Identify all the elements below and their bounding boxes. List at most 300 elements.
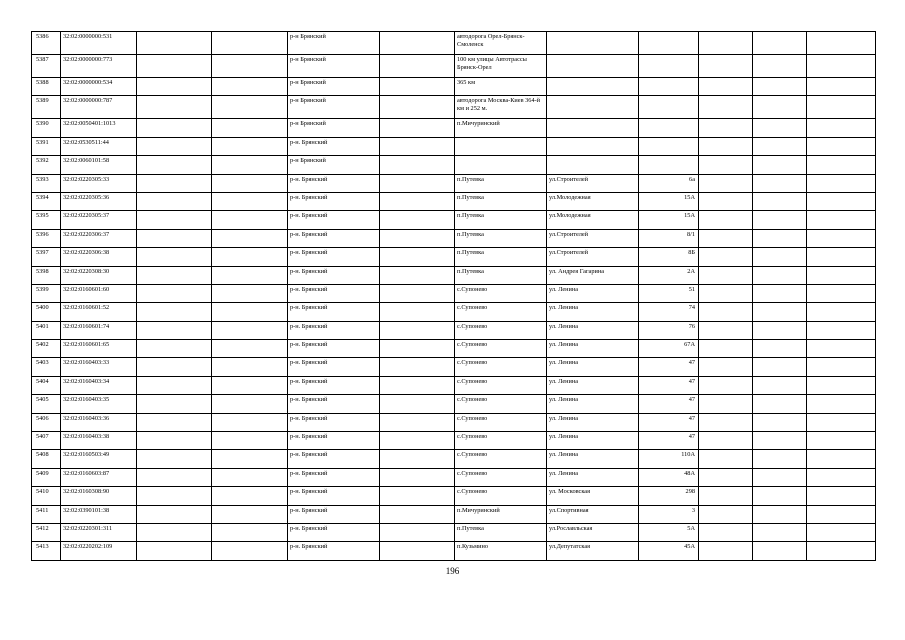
empty-cell	[699, 248, 753, 266]
street-cell: ул. Ленина	[547, 358, 639, 376]
empty-cell	[753, 450, 807, 468]
empty-cell	[380, 321, 455, 339]
house-number-cell	[639, 119, 699, 137]
house-number-cell: 47	[639, 376, 699, 394]
empty-cell	[753, 505, 807, 523]
district-cell: р-н. Брянский	[288, 542, 380, 560]
house-number-cell: 3	[639, 505, 699, 523]
empty-cell	[212, 119, 288, 137]
empty-cell	[380, 542, 455, 560]
empty-cell	[380, 413, 455, 431]
district-cell: р-н. Брянский	[288, 211, 380, 229]
empty-cell	[699, 542, 753, 560]
empty-cell	[699, 523, 753, 541]
street-cell: ул.Строителей	[547, 174, 639, 192]
empty-cell	[212, 96, 288, 119]
empty-cell	[137, 156, 212, 174]
record-number-cell: 5388	[32, 78, 61, 96]
empty-cell	[212, 450, 288, 468]
empty-cell	[807, 284, 876, 302]
record-number-cell: 5398	[32, 266, 61, 284]
street-cell	[547, 156, 639, 174]
table-row	[32, 137, 876, 155]
cadastral-number-cell: 32:02:0160503:49	[61, 450, 137, 468]
locality-cell: с.Супонево	[455, 468, 547, 486]
empty-cell	[753, 303, 807, 321]
empty-cell	[380, 432, 455, 450]
record-number-cell: 5408	[32, 450, 61, 468]
empty-cell	[753, 468, 807, 486]
record-number-cell: 5391	[32, 137, 61, 155]
empty-cell	[137, 395, 212, 413]
locality-cell: 365 км	[455, 78, 547, 96]
locality-cell: с.Супонево	[455, 376, 547, 394]
record-number-cell: 5399	[32, 284, 61, 302]
district-cell: р-н. Брянский	[288, 229, 380, 247]
record-number-cell: 5396	[32, 229, 61, 247]
empty-cell	[699, 174, 753, 192]
table-row	[32, 542, 876, 560]
table-row	[32, 266, 876, 284]
house-number-cell: 15А	[639, 192, 699, 210]
street-cell: ул. Ленина	[547, 376, 639, 394]
house-number-cell: 5А	[639, 523, 699, 541]
house-number-cell: 47	[639, 432, 699, 450]
empty-cell	[699, 358, 753, 376]
house-number-cell: 47	[639, 413, 699, 431]
empty-cell	[807, 358, 876, 376]
empty-cell	[753, 229, 807, 247]
empty-cell	[807, 303, 876, 321]
table-row	[32, 413, 876, 431]
empty-cell	[807, 119, 876, 137]
street-cell: ул. Ленина	[547, 321, 639, 339]
house-number-cell	[639, 32, 699, 55]
empty-cell	[380, 487, 455, 505]
house-number-cell: 8Б	[639, 248, 699, 266]
record-number-cell: 5394	[32, 192, 61, 210]
record-number-cell: 5413	[32, 542, 61, 560]
empty-cell	[137, 248, 212, 266]
district-cell: р-н. Брянский	[288, 450, 380, 468]
street-cell: ул.Спортивная	[547, 505, 639, 523]
empty-cell	[699, 229, 753, 247]
locality-cell: с.Супонево	[455, 303, 547, 321]
empty-cell	[807, 321, 876, 339]
street-cell: ул. Ленина	[547, 432, 639, 450]
house-number-cell	[639, 137, 699, 155]
empty-cell	[137, 55, 212, 78]
empty-cell	[807, 192, 876, 210]
page-number: 196	[445, 566, 460, 576]
locality-cell: п.Путевка	[455, 192, 547, 210]
empty-cell	[380, 340, 455, 358]
empty-cell	[137, 192, 212, 210]
district-cell: р-н. Брянский	[288, 468, 380, 486]
empty-cell	[212, 395, 288, 413]
empty-cell	[699, 78, 753, 96]
locality-cell: 100 км улицы Автотрассы Брянск-Орел	[455, 55, 547, 78]
empty-cell	[699, 376, 753, 394]
locality-cell: п.Путевка	[455, 523, 547, 541]
empty-cell	[807, 32, 876, 55]
cadastral-number-cell: 32:02:0160601:60	[61, 284, 137, 302]
empty-cell	[380, 266, 455, 284]
cadastral-number-cell: 32:02:0160403:35	[61, 395, 137, 413]
empty-cell	[380, 376, 455, 394]
empty-cell	[753, 487, 807, 505]
empty-cell	[137, 303, 212, 321]
table-row	[32, 523, 876, 541]
empty-cell	[137, 542, 212, 560]
empty-cell	[380, 505, 455, 523]
locality-cell: п.Мичуринский	[455, 505, 547, 523]
empty-cell	[380, 523, 455, 541]
empty-cell	[212, 376, 288, 394]
empty-cell	[807, 137, 876, 155]
street-cell: ул. Московская	[547, 487, 639, 505]
empty-cell	[807, 340, 876, 358]
empty-cell	[137, 119, 212, 137]
district-cell: р-н. Брянский	[288, 358, 380, 376]
cadastral-number-cell: 32:02:0000000:534	[61, 78, 137, 96]
house-number-cell: 110А	[639, 450, 699, 468]
empty-cell	[380, 303, 455, 321]
empty-cell	[212, 78, 288, 96]
district-cell: р-н. Брянский	[288, 284, 380, 302]
empty-cell	[699, 55, 753, 78]
district-cell: р-н. Брянский	[288, 321, 380, 339]
empty-cell	[807, 211, 876, 229]
district-cell: р-н. Брянский	[288, 266, 380, 284]
district-cell: р-н. Брянский	[288, 174, 380, 192]
empty-cell	[699, 119, 753, 137]
empty-cell	[807, 395, 876, 413]
empty-cell	[380, 248, 455, 266]
cadastral-number-cell: 32:02:0220202:109	[61, 542, 137, 560]
empty-cell	[807, 174, 876, 192]
empty-cell	[212, 542, 288, 560]
street-cell: ул.Строителей	[547, 229, 639, 247]
empty-cell	[212, 55, 288, 78]
house-number-cell: 47	[639, 395, 699, 413]
locality-cell: с.Супонево	[455, 358, 547, 376]
table-row	[32, 78, 876, 96]
locality-cell	[455, 156, 547, 174]
street-cell: ул.Депутатская	[547, 542, 639, 560]
street-cell: ул. Ленина	[547, 284, 639, 302]
street-cell: ул. Андрея Гагарина	[547, 266, 639, 284]
cadastral-number-cell: 32:02:0160308:90	[61, 487, 137, 505]
empty-cell	[212, 266, 288, 284]
empty-cell	[212, 505, 288, 523]
empty-cell	[753, 248, 807, 266]
empty-cell	[753, 413, 807, 431]
record-number-cell: 5386	[32, 32, 61, 55]
table-row	[32, 284, 876, 302]
house-number-cell: 45А	[639, 542, 699, 560]
cadastral-number-cell: 32:02:0220306:37	[61, 229, 137, 247]
empty-cell	[212, 174, 288, 192]
empty-cell	[699, 505, 753, 523]
table-row	[32, 229, 876, 247]
empty-cell	[137, 376, 212, 394]
empty-cell	[807, 523, 876, 541]
cadastral-number-cell: 32:02:0220305:37	[61, 211, 137, 229]
house-number-cell: 15А	[639, 211, 699, 229]
record-number-cell: 5401	[32, 321, 61, 339]
empty-cell	[380, 468, 455, 486]
district-cell: р-н Брянский	[288, 119, 380, 137]
cadastral-number-cell: 32:02:0220308:30	[61, 266, 137, 284]
record-number-cell: 5402	[32, 340, 61, 358]
empty-cell	[753, 321, 807, 339]
street-cell	[547, 55, 639, 78]
cadastral-number-cell: 32:02:0000000:787	[61, 96, 137, 119]
table-row	[32, 340, 876, 358]
empty-cell	[212, 211, 288, 229]
cadastral-number-cell: 32:02:0160403:34	[61, 376, 137, 394]
table-row	[32, 358, 876, 376]
table-row	[32, 376, 876, 394]
empty-cell	[212, 340, 288, 358]
empty-cell	[137, 266, 212, 284]
house-number-cell: 298	[639, 487, 699, 505]
locality-cell: с.Супонево	[455, 487, 547, 505]
empty-cell	[137, 229, 212, 247]
empty-cell	[753, 137, 807, 155]
empty-cell	[753, 211, 807, 229]
cadastral-number-cell: 32:02:0220301:311	[61, 523, 137, 541]
empty-cell	[137, 450, 212, 468]
empty-cell	[753, 542, 807, 560]
locality-cell: п.Путевка	[455, 229, 547, 247]
table-row	[32, 119, 876, 137]
street-cell: ул.Молодежная	[547, 211, 639, 229]
locality-cell: с.Супонево	[455, 395, 547, 413]
record-number-cell: 5405	[32, 395, 61, 413]
district-cell: р-н. Брянский	[288, 248, 380, 266]
street-cell: ул. Ленина	[547, 303, 639, 321]
empty-cell	[380, 156, 455, 174]
record-number-cell: 5390	[32, 119, 61, 137]
register-table-body	[32, 32, 876, 561]
empty-cell	[380, 358, 455, 376]
empty-cell	[753, 192, 807, 210]
register-table	[31, 31, 876, 561]
empty-cell	[753, 174, 807, 192]
street-cell: ул. Ленина	[547, 450, 639, 468]
locality-cell: с.Супонево	[455, 340, 547, 358]
empty-cell	[380, 55, 455, 78]
table-row	[32, 487, 876, 505]
record-number-cell: 5400	[32, 303, 61, 321]
empty-cell	[807, 156, 876, 174]
empty-cell	[137, 32, 212, 55]
empty-cell	[807, 78, 876, 96]
locality-cell: с.Супонево	[455, 284, 547, 302]
empty-cell	[137, 211, 212, 229]
empty-cell	[699, 211, 753, 229]
locality-cell: п.Кузьмино	[455, 542, 547, 560]
empty-cell	[699, 468, 753, 486]
table-row	[32, 303, 876, 321]
empty-cell	[212, 137, 288, 155]
empty-cell	[753, 358, 807, 376]
empty-cell	[380, 32, 455, 55]
empty-cell	[699, 192, 753, 210]
cadastral-number-cell: 32:02:0000000:773	[61, 55, 137, 78]
empty-cell	[137, 468, 212, 486]
locality-cell: с.Супонево	[455, 432, 547, 450]
empty-cell	[753, 284, 807, 302]
cadastral-number-cell: 32:02:0160403:36	[61, 413, 137, 431]
table-row	[32, 395, 876, 413]
street-cell: ул.Строителей	[547, 248, 639, 266]
empty-cell	[753, 376, 807, 394]
table-row	[32, 211, 876, 229]
empty-cell	[807, 55, 876, 78]
empty-cell	[380, 284, 455, 302]
empty-cell	[380, 450, 455, 468]
house-number-cell: 67А	[639, 340, 699, 358]
empty-cell	[699, 156, 753, 174]
empty-cell	[753, 523, 807, 541]
empty-cell	[753, 395, 807, 413]
cadastral-number-cell: 32:02:0220305:36	[61, 192, 137, 210]
table-row	[32, 432, 876, 450]
cadastral-number-cell: 32:02:0220306:38	[61, 248, 137, 266]
street-cell	[547, 32, 639, 55]
table-row	[32, 55, 876, 78]
locality-cell: автодорога Москва-Киев 364-й км и 252 м.	[455, 96, 547, 119]
street-cell	[547, 119, 639, 137]
record-number-cell: 5411	[32, 505, 61, 523]
locality-cell: п.Путевка	[455, 211, 547, 229]
empty-cell	[753, 32, 807, 55]
record-number-cell: 5392	[32, 156, 61, 174]
empty-cell	[807, 468, 876, 486]
empty-cell	[753, 55, 807, 78]
table-row	[32, 248, 876, 266]
empty-cell	[212, 468, 288, 486]
empty-cell	[699, 413, 753, 431]
cadastral-number-cell: 32:02:0050401:1013	[61, 119, 137, 137]
empty-cell	[137, 487, 212, 505]
locality-cell: п.Путевка	[455, 266, 547, 284]
empty-cell	[699, 303, 753, 321]
empty-cell	[137, 78, 212, 96]
cadastral-number-cell: 32:02:0160601:65	[61, 340, 137, 358]
table-row	[32, 468, 876, 486]
empty-cell	[212, 32, 288, 55]
cadastral-number-cell: 32:02:0060101:58	[61, 156, 137, 174]
empty-cell	[137, 284, 212, 302]
empty-cell	[753, 340, 807, 358]
district-cell: р-н Брянский	[288, 96, 380, 119]
empty-cell	[699, 284, 753, 302]
empty-cell	[807, 432, 876, 450]
empty-cell	[807, 450, 876, 468]
record-number-cell: 5393	[32, 174, 61, 192]
locality-cell: п.Мичуринский	[455, 119, 547, 137]
house-number-cell: 8/1	[639, 229, 699, 247]
empty-cell	[807, 487, 876, 505]
locality-cell: с.Супонево	[455, 321, 547, 339]
street-cell	[547, 137, 639, 155]
record-number-cell: 5406	[32, 413, 61, 431]
empty-cell	[807, 505, 876, 523]
empty-cell	[807, 376, 876, 394]
district-cell: р-н Брянский	[288, 78, 380, 96]
empty-cell	[699, 266, 753, 284]
district-cell: р-н. Брянский	[288, 395, 380, 413]
empty-cell	[380, 119, 455, 137]
district-cell: р-н. Брянский	[288, 340, 380, 358]
empty-cell	[137, 505, 212, 523]
empty-cell	[753, 96, 807, 119]
cadastral-number-cell: 32:02:0530511:44	[61, 137, 137, 155]
locality-cell: п.Путевка	[455, 248, 547, 266]
street-cell: ул. Ленина	[547, 395, 639, 413]
empty-cell	[699, 450, 753, 468]
empty-cell	[137, 340, 212, 358]
house-number-cell: 51	[639, 284, 699, 302]
house-number-cell: 48А	[639, 468, 699, 486]
street-cell: ул.Рославльская	[547, 523, 639, 541]
table-row	[32, 505, 876, 523]
district-cell: р-н. Брянский	[288, 376, 380, 394]
record-number-cell: 5387	[32, 55, 61, 78]
empty-cell	[699, 96, 753, 119]
empty-cell	[380, 137, 455, 155]
district-cell: р-н Брянский	[288, 156, 380, 174]
cadastral-number-cell: 32:02:0160603:87	[61, 468, 137, 486]
empty-cell	[380, 192, 455, 210]
cadastral-number-cell: 32:02:0390101:38	[61, 505, 137, 523]
house-number-cell: 76	[639, 321, 699, 339]
table-row	[32, 174, 876, 192]
house-number-cell	[639, 55, 699, 78]
district-cell: р-н. Брянский	[288, 523, 380, 541]
record-number-cell: 5403	[32, 358, 61, 376]
empty-cell	[212, 358, 288, 376]
district-cell: р-н Брянский	[288, 55, 380, 78]
empty-cell	[137, 358, 212, 376]
empty-cell	[699, 137, 753, 155]
cadastral-number-cell: 32:02:0160403:33	[61, 358, 137, 376]
empty-cell	[699, 395, 753, 413]
empty-cell	[753, 432, 807, 450]
record-number-cell: 5389	[32, 96, 61, 119]
table-row	[32, 96, 876, 119]
record-number-cell: 5397	[32, 248, 61, 266]
empty-cell	[212, 284, 288, 302]
empty-cell	[753, 119, 807, 137]
empty-cell	[807, 266, 876, 284]
record-number-cell: 5407	[32, 432, 61, 450]
record-number-cell: 5395	[32, 211, 61, 229]
street-cell: ул. Ленина	[547, 340, 639, 358]
empty-cell	[380, 174, 455, 192]
empty-cell	[807, 542, 876, 560]
empty-cell	[699, 321, 753, 339]
cadastral-number-cell: 32:02:0160601:52	[61, 303, 137, 321]
street-cell: ул. Ленина	[547, 468, 639, 486]
empty-cell	[137, 413, 212, 431]
table-row	[32, 450, 876, 468]
empty-cell	[380, 211, 455, 229]
